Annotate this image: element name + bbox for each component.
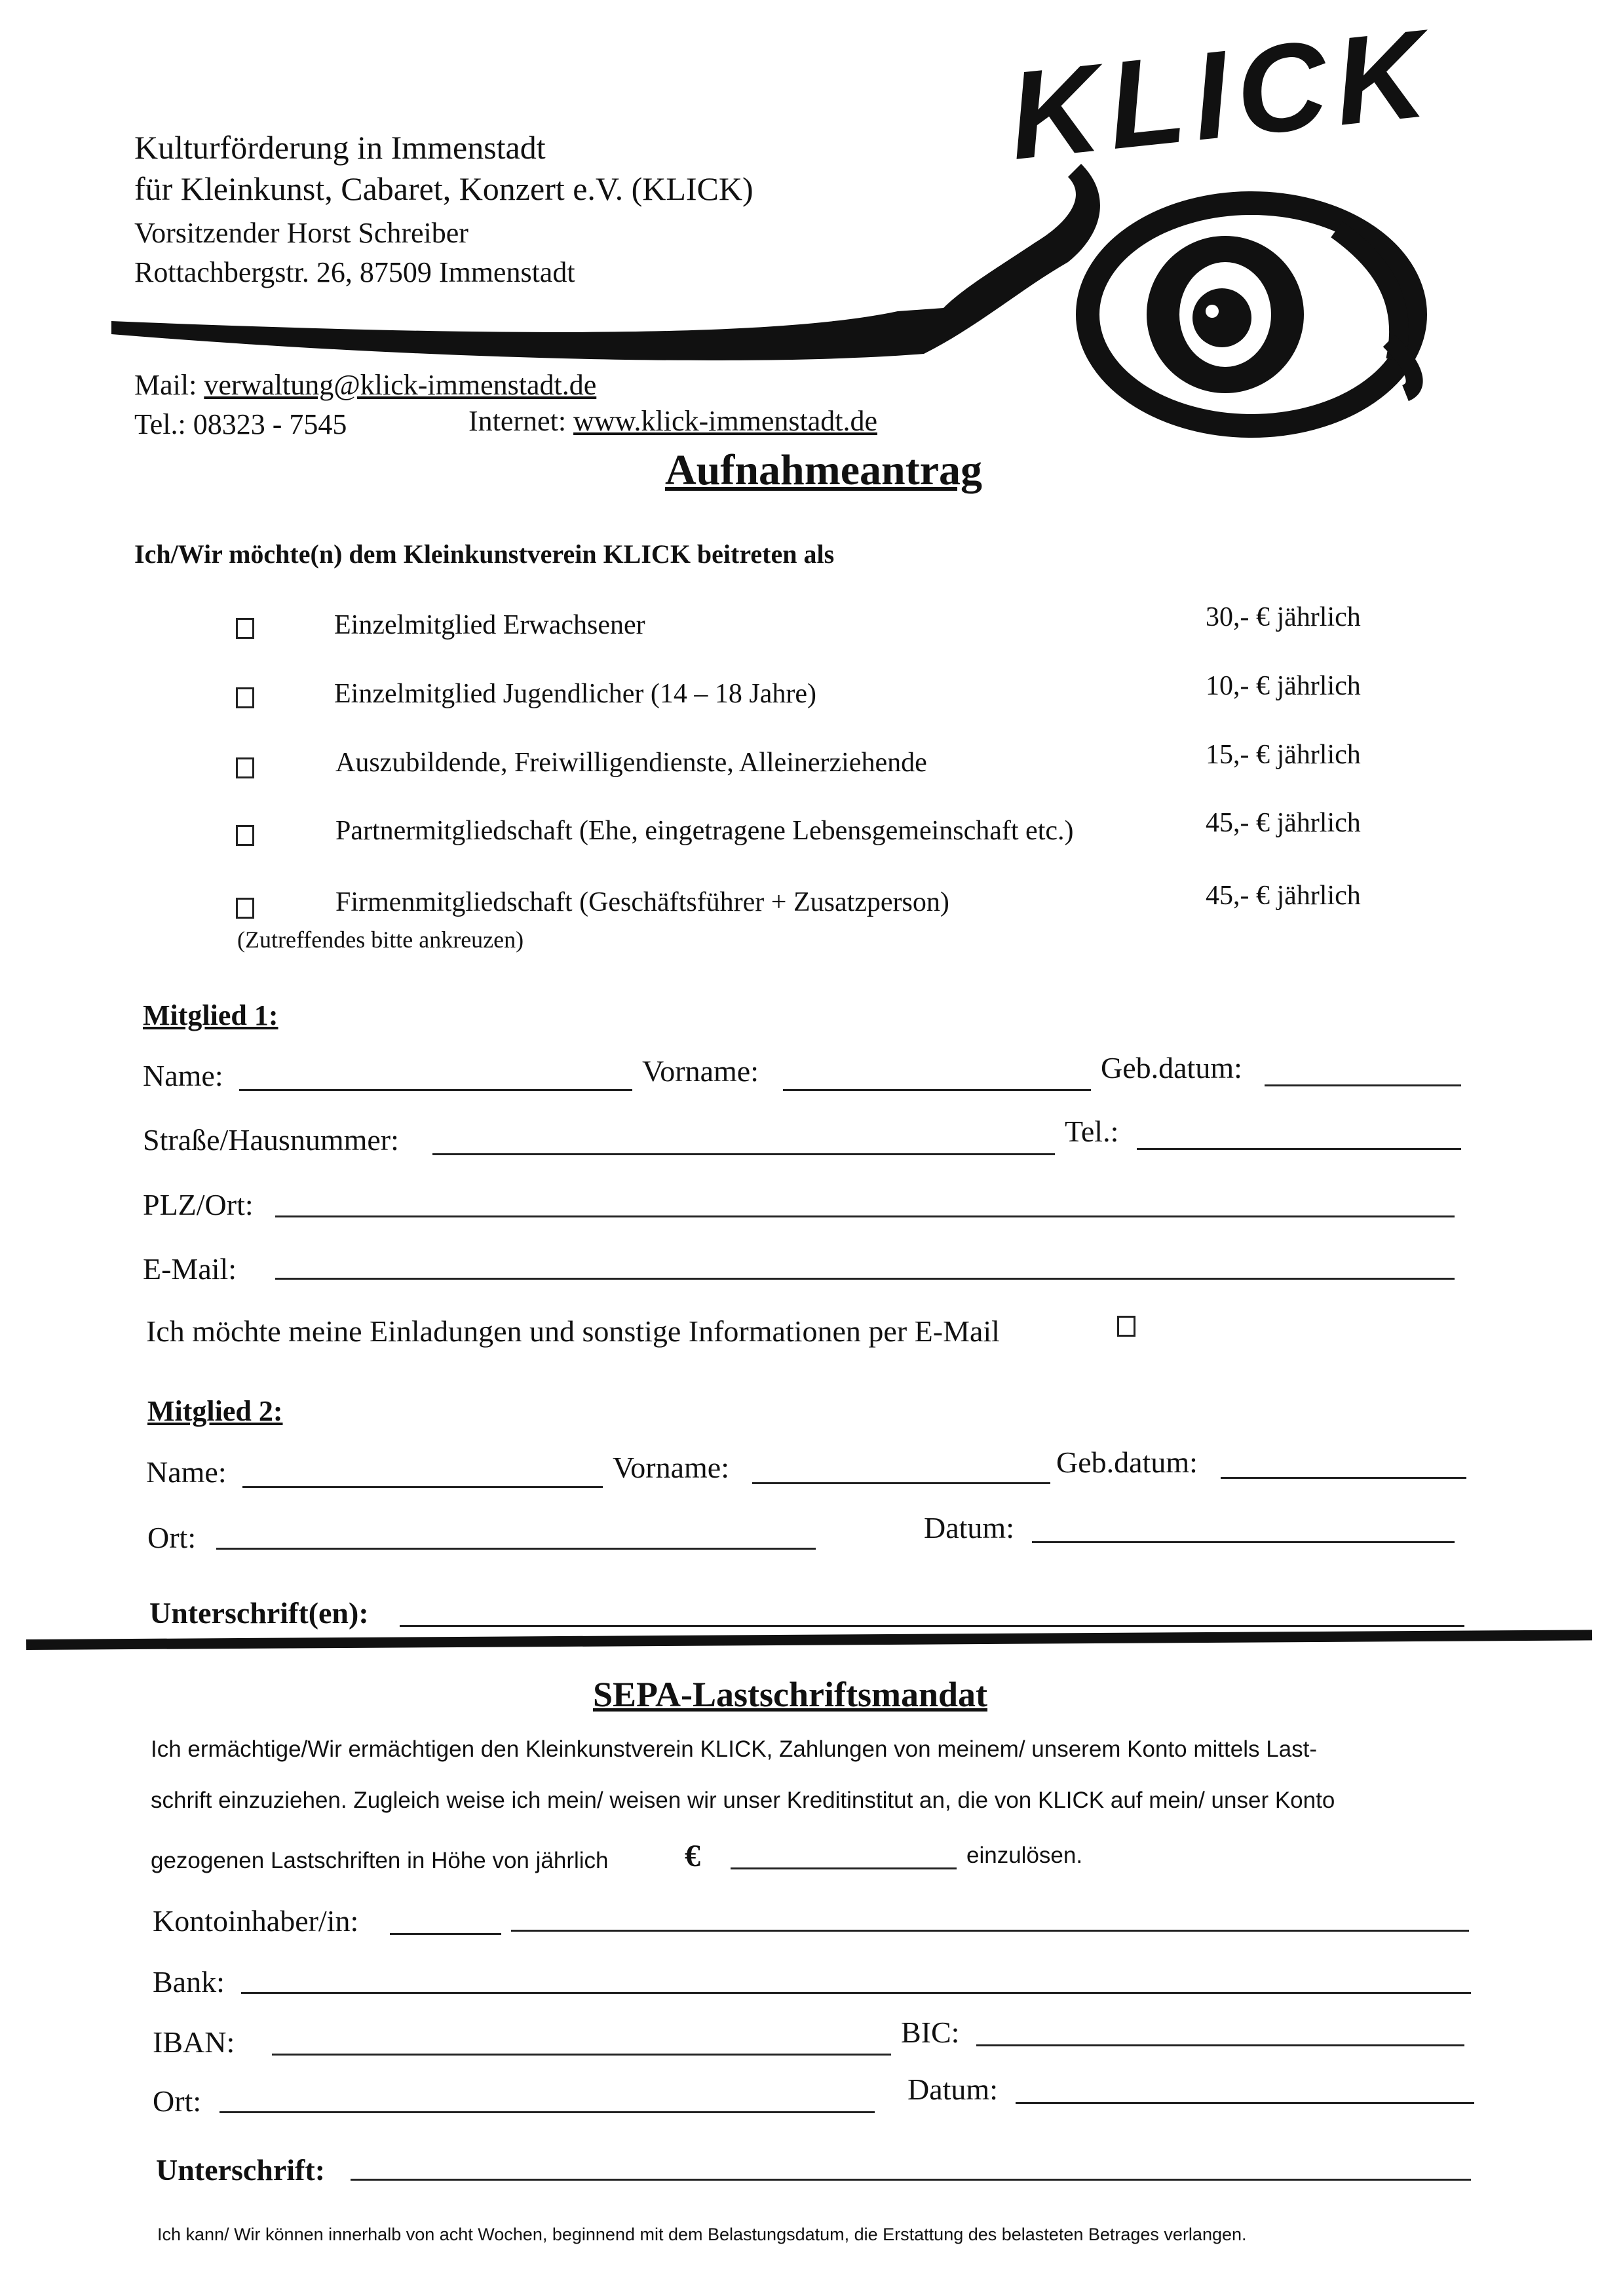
tel: Tel.: 08323 - 7545 — [134, 408, 347, 440]
member1-gebdatum-label: Geb.datum: — [1101, 1051, 1242, 1084]
sepa-footer-note: Ich kann/ Wir können innerhalb von acht Wochen, beginnend mit dem Belastungsdatum, die Erstattung des belasteten Betrages verlangen. — [157, 2225, 1247, 2244]
option-price-5: 45,- € jährlich — [1206, 881, 1361, 911]
member2-datum-field[interactable] — [1032, 1541, 1455, 1543]
option-checkbox-4[interactable] — [236, 825, 254, 846]
sepa-bank-label: Bank: — [153, 1965, 225, 1999]
sepa-unterschrift-field[interactable] — [351, 2179, 1471, 2181]
sepa-text-line1: Ich ermächtige/Wir ermächtigen den Kleinkunstverein KLICK, Zahlungen von meinem/ unserem Konto mittels Last- — [151, 1736, 1318, 1762]
sepa-ort-label: Ort: — [153, 2084, 202, 2118]
mail-line — [134, 367, 596, 404]
member2-datum-label: Datum: — [924, 1511, 1014, 1544]
sepa-iban-label: IBAN: — [153, 2025, 235, 2059]
sepa-bic-label: BIC: — [901, 2016, 960, 2049]
option-checkbox-5[interactable] — [236, 898, 254, 919]
option-checkbox-3[interactable] — [236, 757, 254, 778]
option-label-1: Einzelmitglied Erwachsener — [334, 610, 645, 640]
logo-text: KLICK — [1002, 3, 1441, 186]
mail-label: Mail: — [134, 369, 197, 401]
internet-link[interactable]: www.klick-immenstadt.de — [573, 405, 877, 437]
member2-vorname-label: Vorname: — [613, 1451, 730, 1484]
member1-strasse-field[interactable] — [432, 1153, 1055, 1155]
form-hint: (Zutreffendes bitte ankreuzen) — [237, 927, 524, 953]
member1-plz-field[interactable] — [275, 1215, 1455, 1217]
member2-gebdatum-field[interactable] — [1221, 1477, 1466, 1479]
org-name-line2: für Kleinkunst, Cabaret, Konzert e.V. (KLICK) — [134, 170, 753, 207]
member2-name-label: Name: — [146, 1455, 227, 1489]
form-title: Aufnahmeantrag — [665, 446, 983, 494]
member2-unterschrift-label: Unterschrift(en): — [149, 1596, 369, 1630]
member2-gebdatum-label: Geb.datum: — [1056, 1445, 1198, 1479]
member1-plz-label: PLZ/Ort: — [143, 1188, 254, 1221]
sepa-text-line3: gezogenen Lastschriften in Höhe von jährlich — [151, 1848, 609, 1873]
sepa-datum-field[interactable] — [1016, 2102, 1474, 2104]
member2-heading: Mitglied 2: — [147, 1395, 283, 1427]
member1-name-label: Name: — [143, 1059, 223, 1092]
sepa-text-line3-end: einzulösen. — [966, 1843, 1083, 1868]
sepa-bank-field[interactable] — [241, 1992, 1471, 1994]
sepa-title: SEPA-Lastschriftsmandat — [593, 1675, 988, 1714]
option-label-4: Partnermitgliedschaft (Ehe, eingetragene Lebensgemeinschaft etc.) — [335, 816, 1074, 846]
option-price-1: 30,- € jährlich — [1206, 602, 1361, 632]
mail-link[interactable]: verwaltung@klick-immenstadt.de — [204, 369, 597, 401]
option-label-3: Auszubildende, Freiwilligendienste, Alleinerziehende — [335, 748, 927, 778]
member1-email-field[interactable] — [275, 1278, 1455, 1280]
sepa-amount-field[interactable] — [731, 1867, 957, 1869]
form-intro: Ich/Wir möchte(n) dem Kleinkunstverein KLICK beitreten als — [134, 539, 835, 569]
euro-symbol: € — [685, 1839, 700, 1873]
option-label-2: Einzelmitglied Jugendlicher (14 – 18 Jahre) — [334, 679, 816, 709]
option-checkbox-2[interactable] — [236, 687, 254, 708]
member2-ort-field[interactable] — [216, 1548, 816, 1550]
option-price-2: 10,- € jährlich — [1206, 671, 1361, 701]
member1-email-opt-checkbox[interactable] — [1117, 1316, 1135, 1337]
member1-email-label: E-Mail: — [143, 1252, 237, 1286]
sepa-unterschrift-label: Unterschrift: — [156, 2153, 326, 2187]
member1-name-field[interactable] — [239, 1089, 632, 1091]
section-divider — [26, 1630, 1592, 1650]
sepa-kontoinhaber-field-b[interactable] — [511, 1930, 1469, 1932]
sepa-bic-field[interactable] — [976, 2044, 1464, 2046]
internet-label: Internet: — [468, 405, 567, 437]
chairman: Vorsitzender Horst Schreiber — [134, 217, 468, 249]
member1-vorname-label: Vorname: — [642, 1054, 759, 1088]
sepa-iban-field[interactable] — [272, 2054, 891, 2056]
member1-tel-label: Tel.: — [1065, 1115, 1119, 1148]
member1-tel-field[interactable] — [1137, 1148, 1461, 1150]
member2-unterschrift-field[interactable] — [400, 1625, 1464, 1627]
option-price-3: 15,- € jährlich — [1206, 740, 1361, 770]
sepa-kontoinhaber-field-a[interactable] — [390, 1933, 501, 1935]
org-name-line1: Kulturförderung in Immenstadt — [134, 129, 546, 166]
member1-vorname-field[interactable] — [783, 1089, 1091, 1091]
option-label-5: Firmenmitgliedschaft (Geschäftsführer + Zusatzperson) — [335, 887, 949, 917]
internet-line — [468, 403, 877, 440]
sepa-datum-label: Datum: — [907, 2073, 998, 2106]
option-price-4: 45,- € jährlich — [1206, 808, 1361, 838]
member1-heading: Mitglied 1: — [143, 999, 278, 1031]
member2-vorname-field[interactable] — [752, 1482, 1050, 1484]
sepa-ort-field[interactable] — [219, 2111, 875, 2113]
member2-ort-label: Ort: — [147, 1521, 197, 1554]
sepa-text-line2: schrift einzuziehen. Zugleich weise ich mein/ weisen wir unser Kreditinstitut an, die von KLICK auf mein/ unser Konto — [151, 1788, 1335, 1813]
member1-gebdatum-field[interactable] — [1265, 1084, 1461, 1086]
member2-name-field[interactable] — [242, 1486, 603, 1488]
address: Rottachbergstr. 26, 87509 Immenstadt — [134, 256, 575, 288]
sepa-kontoinhaber-label: Kontoinhaber/in: — [153, 1904, 359, 1938]
option-checkbox-1[interactable] — [236, 618, 254, 639]
member1-strasse-label: Straße/Hausnummer: — [143, 1123, 399, 1157]
member1-email-opt-label: Ich möchte meine Einladungen und sonstige Informationen per E-Mail — [146, 1314, 1000, 1348]
